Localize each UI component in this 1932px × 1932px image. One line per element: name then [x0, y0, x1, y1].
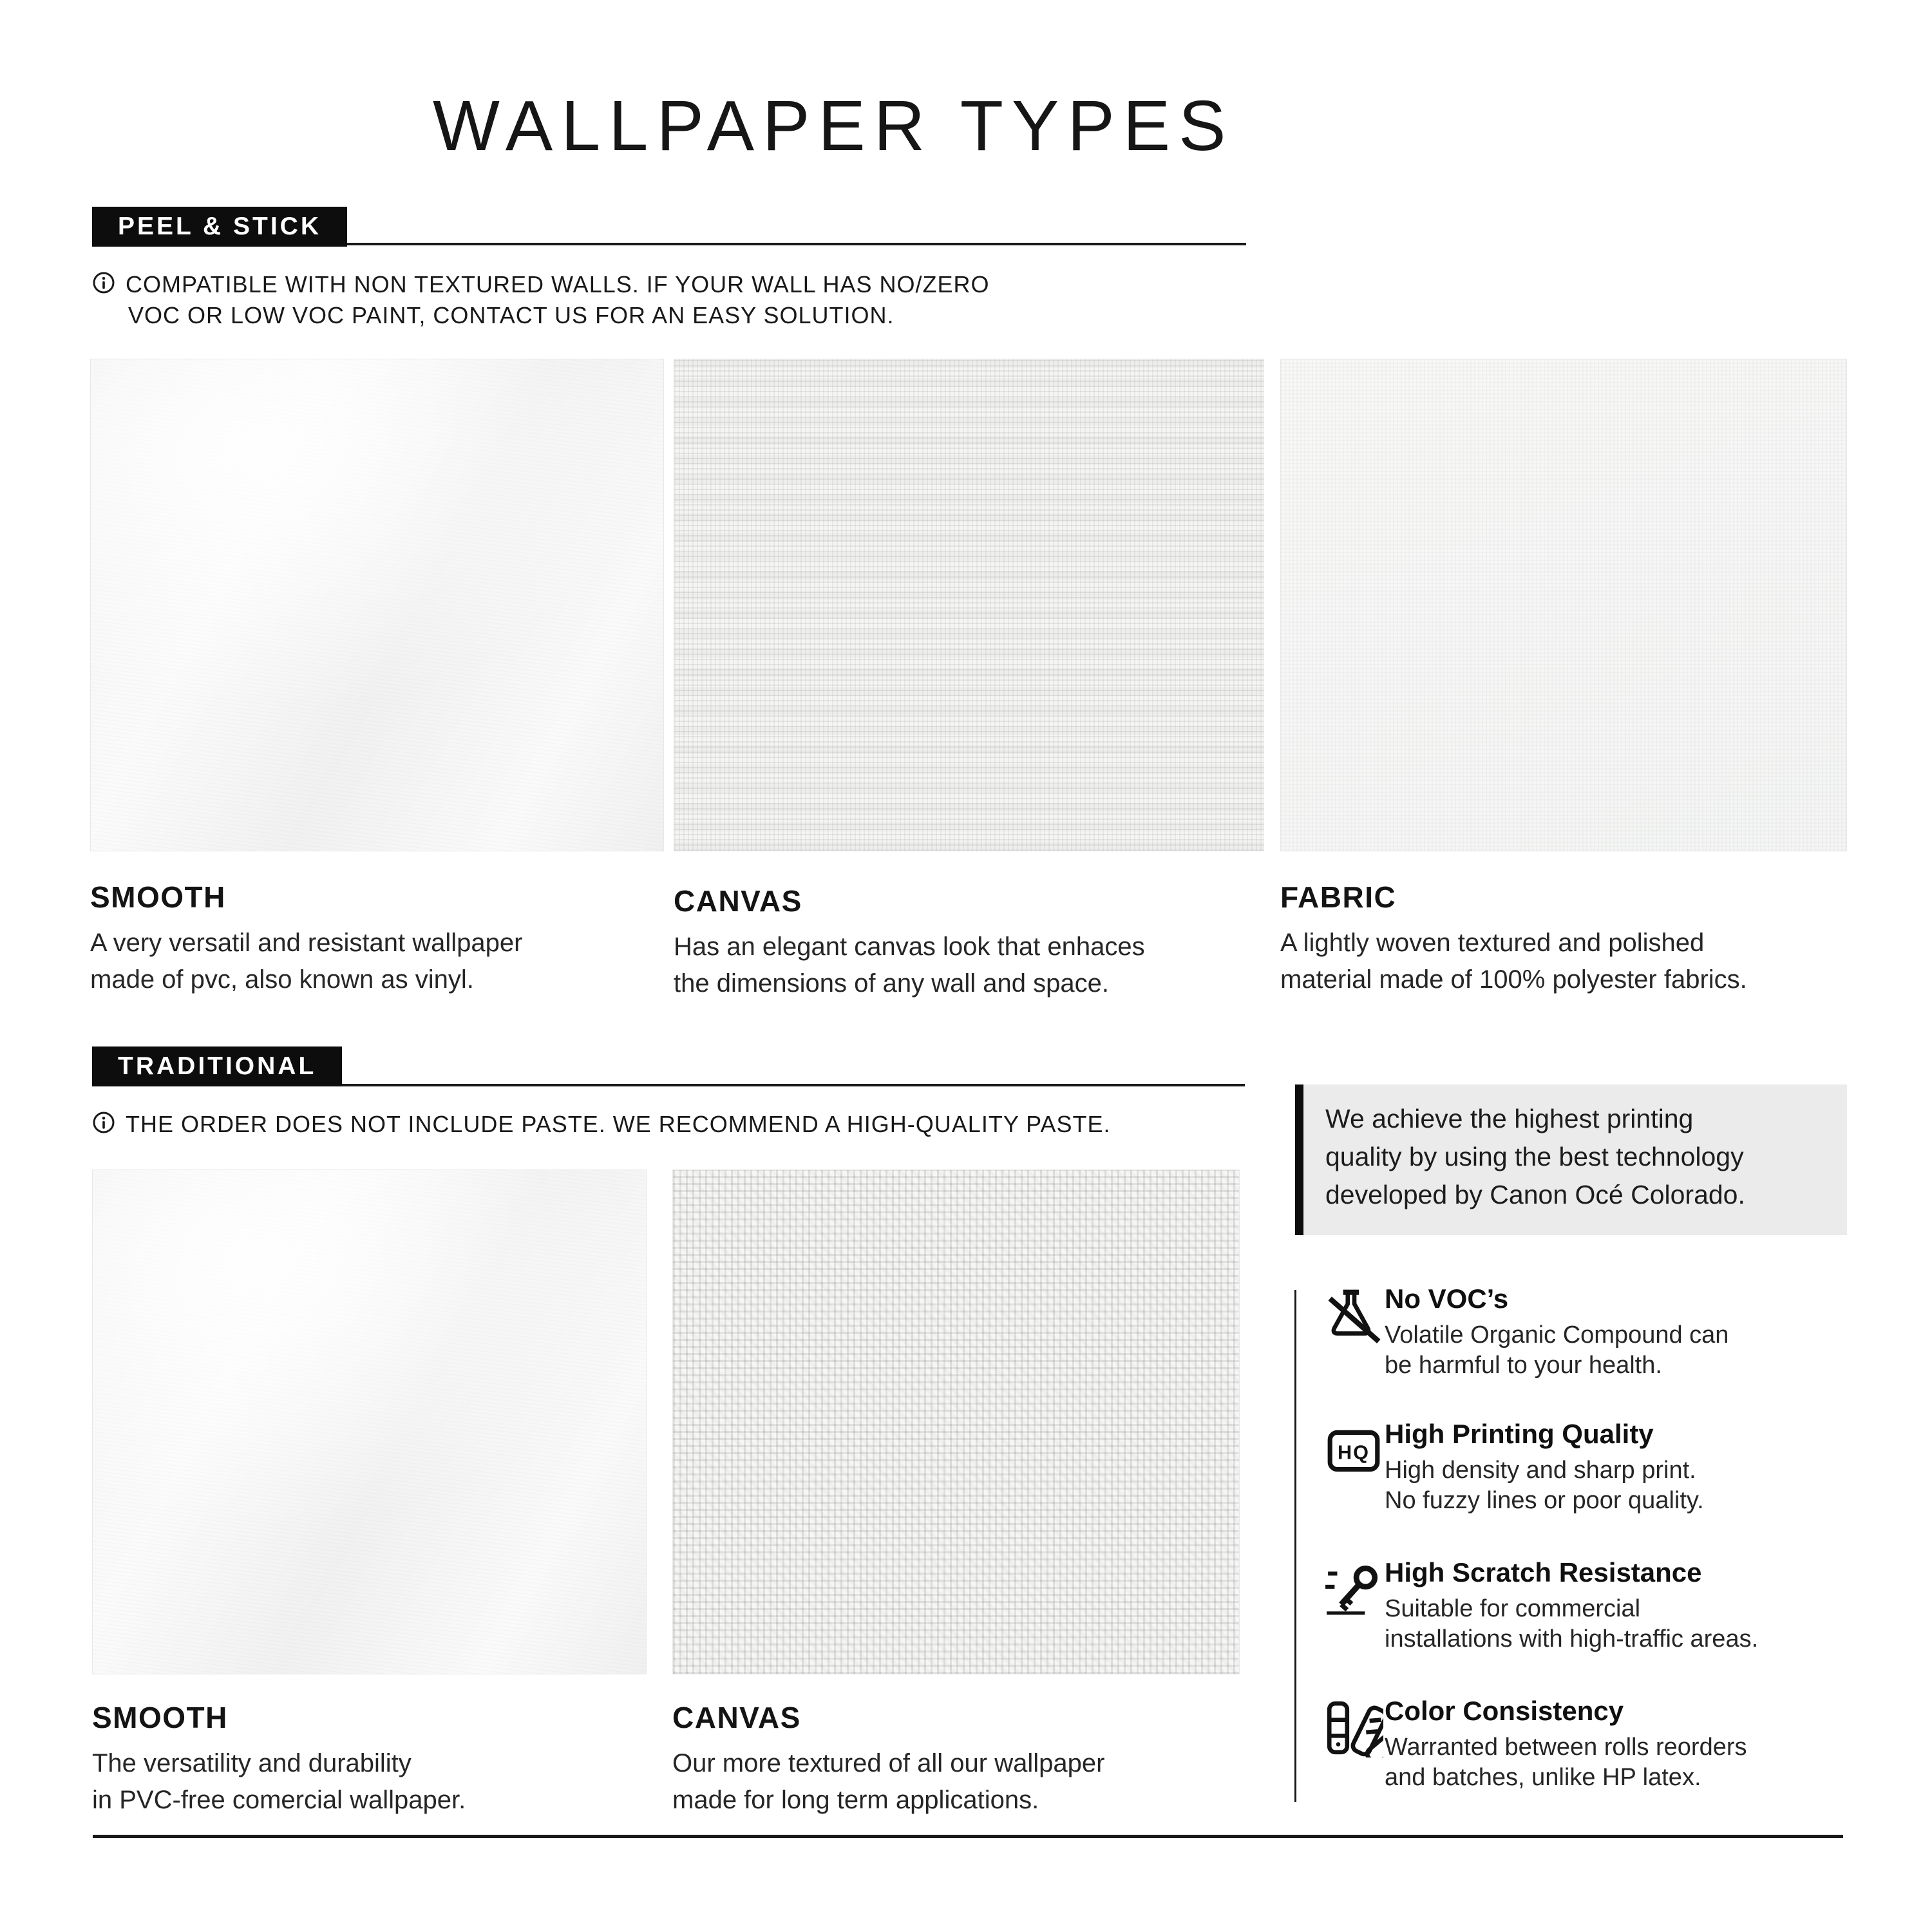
- fabric-texture-sample: [1280, 359, 1847, 851]
- sample-desc-line: A lightly woven textured and polished: [1280, 929, 1705, 957]
- feature-no-voc: [1324, 1283, 1847, 1381]
- feature-title: No VOC’s: [1385, 1283, 1509, 1314]
- note-line: COMPATIBLE WITH NON TEXTURED WALLS. IF YOUR WALL HAS NO/ZERO: [126, 271, 990, 298]
- sample-desc-line: material made of 100% polyester fabrics.: [1280, 965, 1747, 994]
- info-icon: [92, 271, 115, 298]
- no-voc-flask-icon: [1324, 1286, 1383, 1345]
- feature-desc-line: High density and sharp print.: [1385, 1457, 1696, 1484]
- feature-title: High Printing Quality: [1385, 1419, 1654, 1449]
- sample-name: CANVAS: [672, 1701, 801, 1734]
- sample-card-traditional-smooth: [92, 1170, 647, 1819]
- sample-name: CANVAS: [674, 884, 802, 918]
- sample-name: SMOOTH: [90, 880, 226, 914]
- sample-card-peel-smooth: [90, 359, 664, 998]
- scratch-key-icon: [1324, 1560, 1383, 1619]
- feature-description: [1385, 1594, 1758, 1654]
- sample-desc-line: A very versatil and resistant wallpaper: [90, 929, 523, 957]
- feature-color-consistency: [1324, 1696, 1847, 1793]
- quality-note-line: quality by using the best technology: [1325, 1142, 1744, 1171]
- sample-desc-line: The versatility and durability: [92, 1749, 412, 1777]
- info-icon: [92, 1111, 115, 1137]
- sample-card-traditional-canvas: [672, 1170, 1240, 1819]
- sample-name: FABRIC: [1280, 880, 1397, 914]
- sample-desc-line: the dimensions of any wall and space.: [674, 969, 1109, 998]
- canvas-texture-sample: [672, 1170, 1240, 1674]
- sample-description: [1280, 925, 1847, 998]
- peel-stick-note: [92, 269, 990, 331]
- feature-description: [1385, 1320, 1728, 1381]
- feature-desc-line: be harmful to your health.: [1385, 1352, 1662, 1379]
- feature-desc-line: No fuzzy lines or poor quality.: [1385, 1487, 1704, 1514]
- note-line: VOC OR LOW VOC PAINT, CONTACT US FOR AN EASY SOLUTION.: [128, 302, 895, 328]
- sample-description: [92, 1745, 647, 1819]
- feature-description: [1385, 1455, 1704, 1516]
- smooth-texture-sample: [92, 1170, 647, 1674]
- sample-description: [674, 929, 1264, 1002]
- color-swatches-icon: [1324, 1698, 1383, 1757]
- sidebar-divider: [1294, 1290, 1296, 1802]
- feature-title: Color Consistency: [1385, 1696, 1624, 1726]
- feature-high-printing-quality: [1324, 1419, 1847, 1516]
- traditional-note: [92, 1109, 1111, 1140]
- sample-desc-line: made for long term applications.: [672, 1786, 1039, 1814]
- feature-desc-line: Suitable for commercial: [1385, 1595, 1641, 1622]
- quality-note-line: We achieve the highest printing: [1325, 1104, 1694, 1133]
- sample-desc-line: Our more textured of all our wallpaper: [672, 1749, 1105, 1777]
- feature-description: [1385, 1732, 1747, 1793]
- smooth-texture-sample: [90, 359, 664, 851]
- peel-stick-badge: PEEL & STICK: [92, 207, 347, 247]
- footer-rule: [93, 1835, 1843, 1838]
- feature-desc-line: and batches, unlike HP latex.: [1385, 1764, 1701, 1791]
- traditional-badge: TRADITIONAL: [92, 1046, 342, 1086]
- sample-desc-line: made of pvc, also known as vinyl.: [90, 965, 474, 994]
- svg-text:HQ: HQ: [1337, 1441, 1370, 1464]
- feature-desc-line: Volatile Organic Compound can: [1385, 1321, 1729, 1349]
- feature-title: High Scratch Resistance: [1385, 1557, 1702, 1587]
- sample-name: SMOOTH: [92, 1701, 228, 1734]
- hq-stamp-icon: [1324, 1421, 1383, 1481]
- sample-description: [90, 925, 664, 998]
- printing-quality-box: [1303, 1084, 1847, 1235]
- quality-note-line: developed by Canon Océ Colorado.: [1325, 1180, 1745, 1209]
- quality-box-accent-bar: [1295, 1084, 1303, 1235]
- sample-desc-line: Has an elegant canvas look that enhaces: [674, 933, 1145, 961]
- feature-desc-line: installations with high-traffic areas.: [1385, 1625, 1759, 1653]
- feature-high-scratch-resistance: [1324, 1557, 1847, 1654]
- sample-card-peel-canvas: [674, 359, 1264, 1002]
- canvas-texture-sample: [674, 359, 1264, 851]
- sample-card-peel-fabric: [1280, 359, 1847, 998]
- sample-description: [672, 1745, 1240, 1819]
- feature-desc-line: Warranted between rolls reorders: [1385, 1734, 1747, 1761]
- page-title: WALLPAPER TYPES: [433, 86, 1235, 166]
- note-line: THE ORDER DOES NOT INCLUDE PASTE. WE RECOMMEND A HIGH-QUALITY PASTE.: [126, 1111, 1111, 1137]
- sample-desc-line: in PVC-free comercial wallpaper.: [92, 1786, 466, 1814]
